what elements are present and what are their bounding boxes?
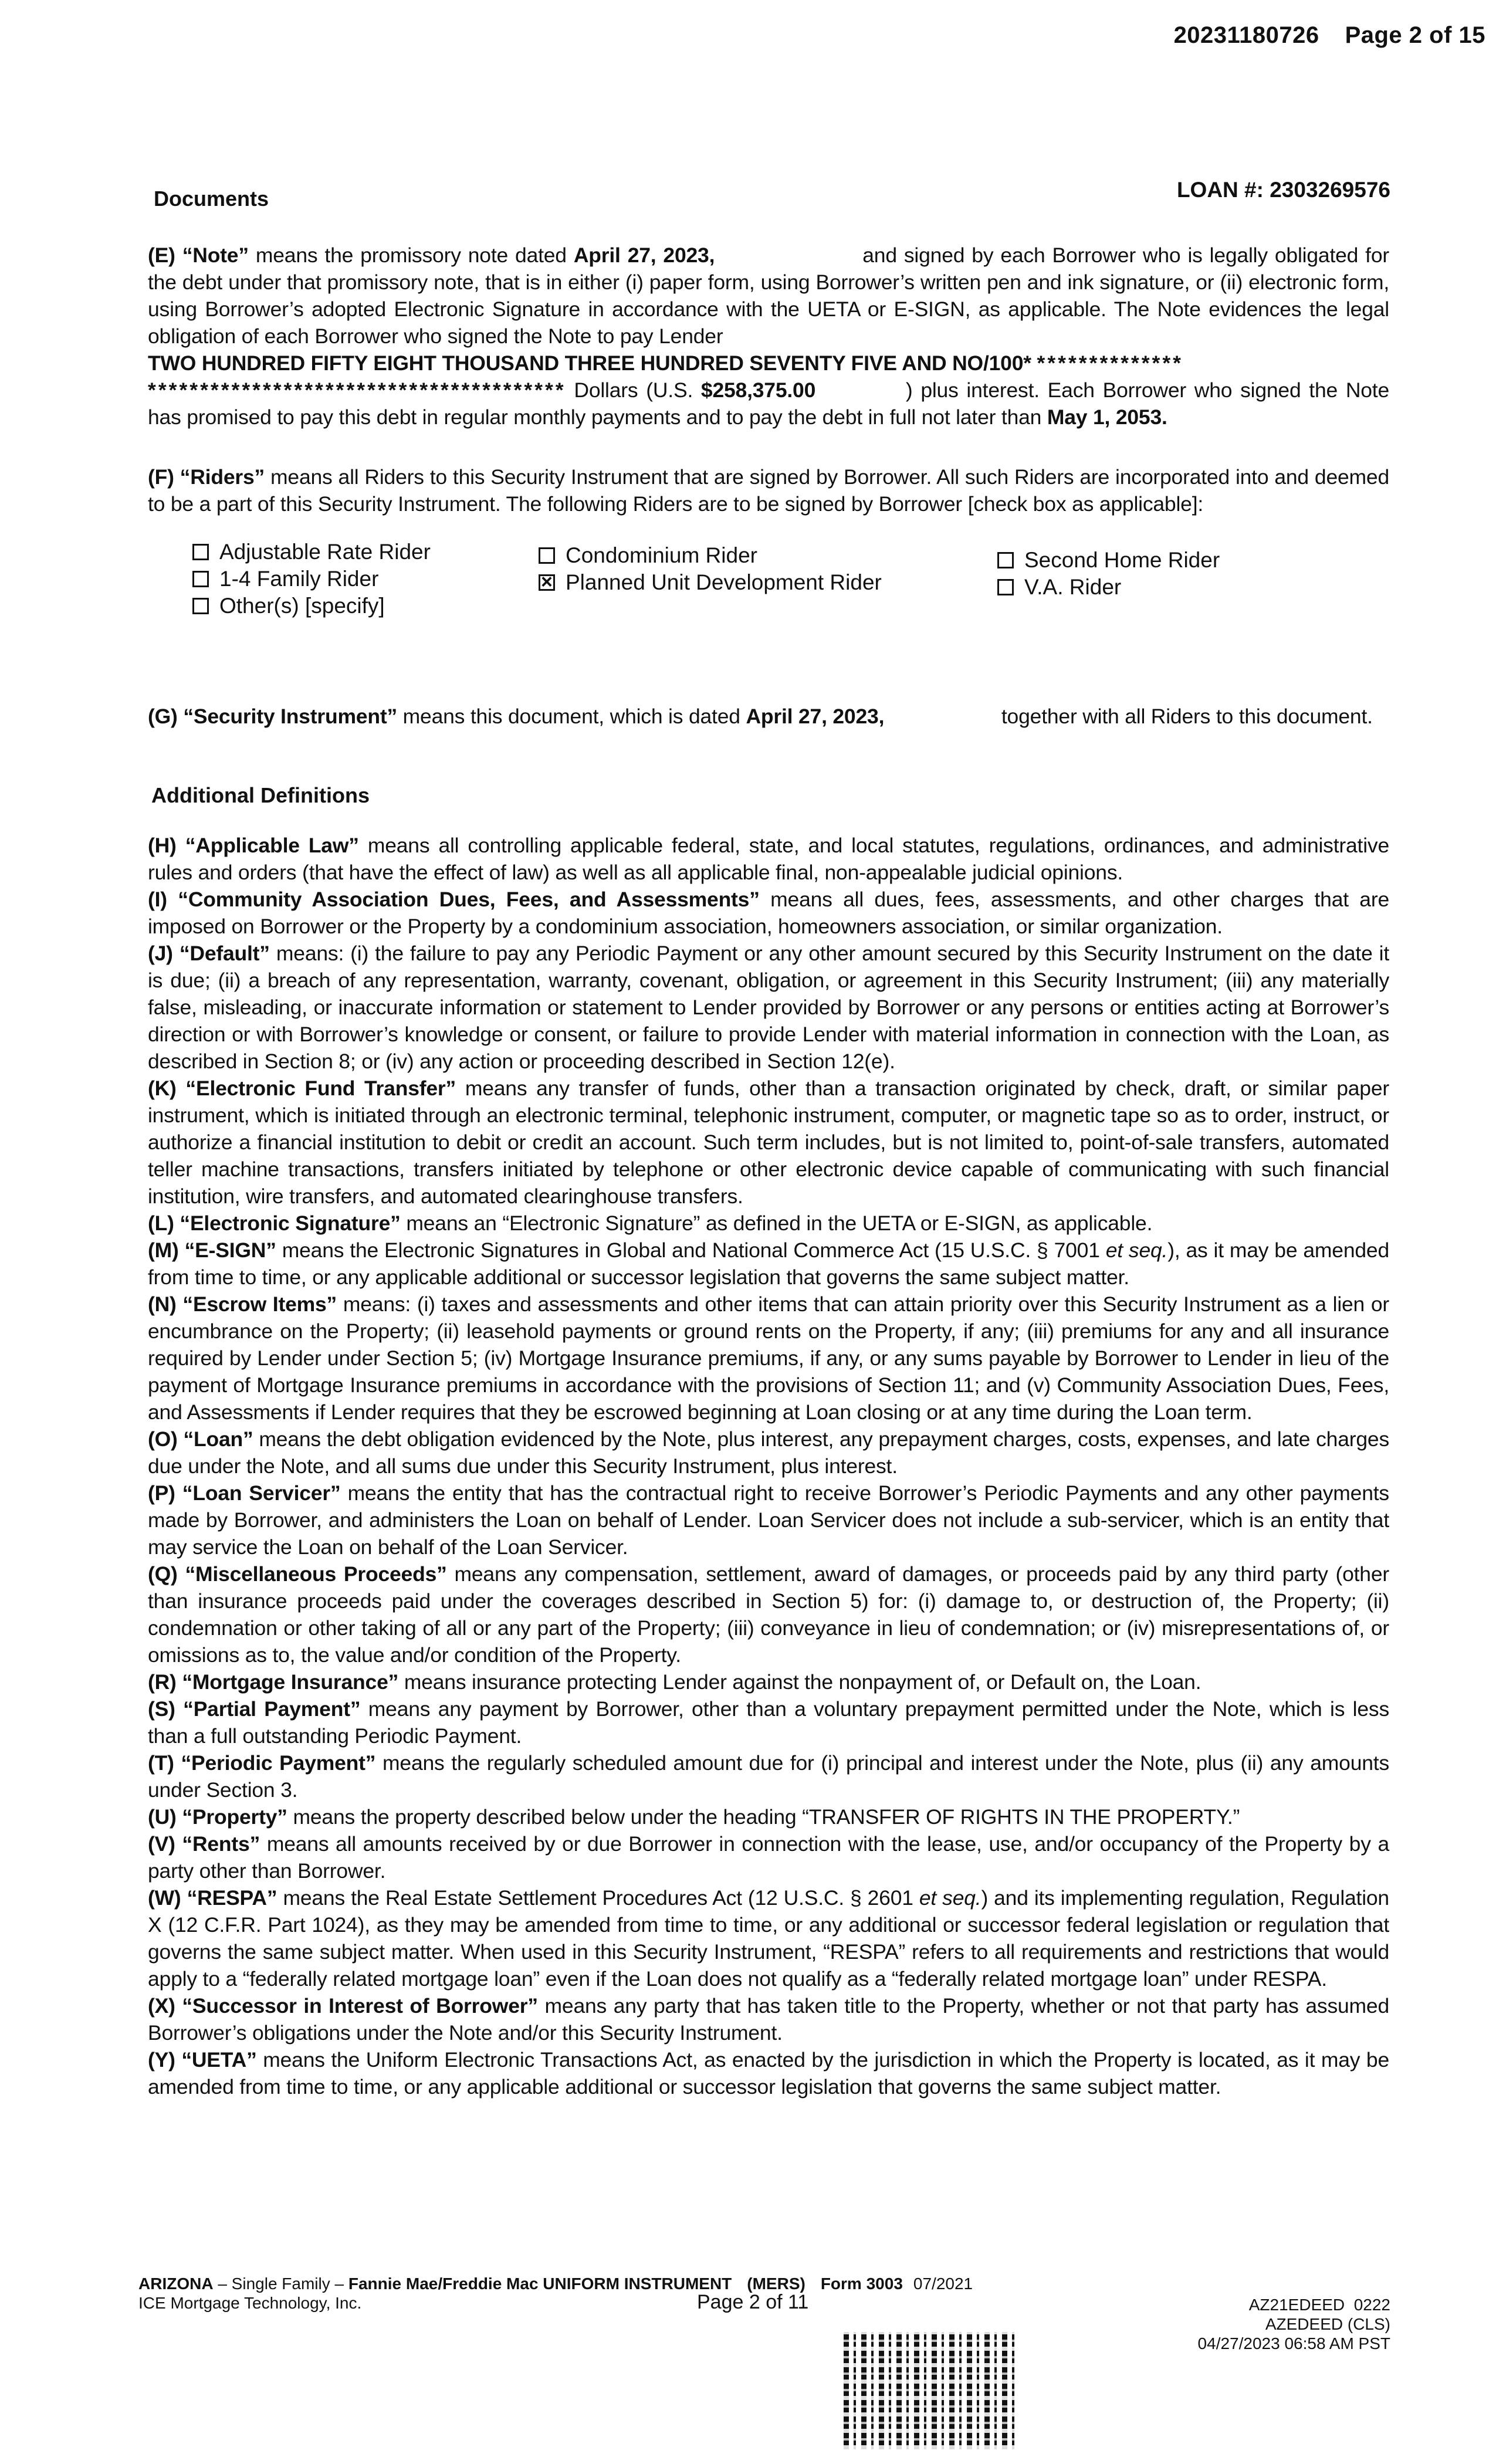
definition-electronic-signature <box>148 1210 1389 1237</box>
def-text: means all dues, fees, assessments, and other charges that are imposed on Borrower or the Property by a condominium association, homeowners association, or similar organization. <box>148 888 1389 938</box>
recording-header <box>1174 22 1485 49</box>
loan-amount: $258,375.00 <box>700 378 816 402</box>
definition-default <box>148 940 1389 1075</box>
def-text: ) plus interest. Each Borrower who signed the Note has promised to pay this debt in regular monthly payments and to pay the debt in full not later than <box>148 378 1390 429</box>
def-label: (J) “Default” <box>148 942 270 965</box>
def-label: (H) “Applicable Law” <box>148 834 359 857</box>
def-text: ), as it may be amended from time to time, or any applicable additional or successor legislation that governs the same subject matter. <box>148 1238 1389 1289</box>
rider-checkbox-group-3 <box>997 547 1220 601</box>
definition-successor-in-interest <box>148 1992 1389 2046</box>
definition-ueta <box>148 2046 1389 2100</box>
def-text: means the Uniform Electronic Transactions Act, as enacted by the jurisdiction in which the Property is located, as it may be amended from time to time, or any applicable additional or successor legislation that governs the same subject matter. <box>148 2048 1390 2099</box>
def-text-italic: et seq. <box>1105 1238 1168 1262</box>
def-label: (X) “Successor in Interest of Borrower” <box>148 1994 538 2018</box>
checkbox[interactable] <box>192 598 209 614</box>
def-text: means any payment by Borrower, other than a voluntary prepayment permitted under the Note, which is less than a full outstanding Periodic Payment. <box>148 1697 1390 1748</box>
footer-codes <box>1198 2295 1390 2353</box>
fill-stars: ************** <box>1037 351 1183 375</box>
def-label: (R) “Mortgage Insurance” <box>148 1670 399 1694</box>
definition-mortgage-insurance <box>148 1668 1389 1695</box>
definition-riders <box>148 463 1389 517</box>
def-text: means the regularly scheduled amount due for (i) principal and interest under the Note, plus (ii) any amounts under Section 3. <box>148 1751 1389 1802</box>
def-label: (Y) “UETA” <box>148 2048 257 2072</box>
fill-stars: **************************************** <box>148 378 566 402</box>
definition-loan <box>148 1426 1389 1480</box>
rider-checkbox-group-2 <box>539 542 882 596</box>
definition-applicable-law <box>148 832 1389 886</box>
maturity-date: May 1, 2053. <box>1047 405 1167 429</box>
rider-label: Second Home Rider <box>1024 548 1220 572</box>
footer-page-number: Page 2 of 11 <box>697 2291 809 2313</box>
def-label: (G) “Security Instrument” <box>148 705 398 728</box>
footer-state: ARIZONA <box>138 2275 214 2293</box>
def-label: (F) “Riders” <box>148 465 265 489</box>
def-text: means the Real Estate Settlement Procedures Act (12 U.S.C. § 2601 <box>277 1886 919 1910</box>
footer-vendor: ICE Mortgage Technology, Inc. <box>138 2294 362 2312</box>
definition-respa <box>148 1884 1389 1992</box>
def-text: means the entity that has the contractual right to receive Borrower’s Periodic Payments and any other payments made by Borrower, and administers the Loan on behalf of Lender. Loan Servicer does not include a sub-servicer, which is an entity that may service the Loan on behalf of the Loan Servicer. <box>148 1481 1389 1559</box>
definition-miscellaneous-proceeds <box>148 1561 1389 1668</box>
def-text: means all Riders to this Security Instrument that are signed by Borrower. All such Riders are incorporated into and deemed to be a part of this Security Instrument. The following Riders are to be signed by Borrower [check box as applicable]: <box>148 465 1390 516</box>
def-text: means the property described below under the heading “TRANSFER OF RIGHTS IN THE PROPERTY.” <box>287 1805 1240 1829</box>
section-title-documents: Documents <box>154 187 269 211</box>
footer-form-info <box>138 2274 973 2313</box>
header-page-number: Page 2 of 15 <box>1345 22 1485 48</box>
checked-checkbox[interactable] <box>539 574 555 591</box>
footer-code: AZEDEED (CLS) <box>1265 2315 1390 2333</box>
rider-label: Planned Unit Development Rider <box>566 570 882 594</box>
rider-label: Adjustable Rate Rider <box>219 540 431 564</box>
def-text: means an “Electronic Signature” as defined in the UETA or E-SIGN, as applicable. <box>400 1211 1153 1235</box>
def-label: (N) “Escrow Items” <box>148 1292 337 1316</box>
rider-checkbox-group-1 <box>192 539 431 620</box>
def-label: (O) “Loan” <box>148 1427 253 1451</box>
def-label: (Q) “Miscellaneous Proceeds” <box>148 1562 447 1586</box>
checkbox[interactable] <box>539 547 555 564</box>
footer-form-name: Fannie Mae/Freddie Mac UNIFORM INSTRUMENT <box>348 2275 732 2293</box>
definition-rents <box>148 1830 1389 1884</box>
checkbox[interactable] <box>997 552 1014 568</box>
definition-note <box>148 242 1389 431</box>
def-label: (M) “E-SIGN” <box>148 1238 276 1262</box>
section-title-additional-definitions: Additional Definitions <box>151 783 370 807</box>
def-label: (S) “Partial Payment” <box>148 1697 361 1721</box>
def-text: together with all Riders to this document. <box>996 705 1373 728</box>
def-label: (U) “Property” <box>148 1805 287 1829</box>
security-instrument-date: April 27, 2023, <box>746 705 885 728</box>
footer-mers: (MERS) <box>747 2275 805 2293</box>
def-label: (P) “Loan Servicer” <box>148 1481 341 1505</box>
def-text: means all controlling applicable federal, state, and local statutes, regulations, ordinances, and administrative rules and orders (that have the effect of law) as well as all applicable final, non-appealable judicial opinions. <box>148 834 1389 884</box>
definition-partial-payment <box>148 1695 1389 1749</box>
def-text: means the debt obligation evidenced by the Note, plus interest, any prepayment charges, costs, expenses, and late charges due under the Note, and all sums due under this Security Instrument, plus interest. <box>148 1427 1389 1478</box>
checkbox[interactable] <box>997 579 1014 595</box>
note-date: April 27, 2023, <box>573 243 715 267</box>
def-text: means the Electronic Signatures in Global and National Commerce Act (15 U.S.C. § 7001 <box>276 1238 1106 1262</box>
definition-loan-servicer <box>148 1480 1389 1561</box>
def-text: means this document, which is dated <box>397 705 746 728</box>
footer-code: AZ21EDEED 0222 <box>1248 2296 1390 2314</box>
document-number: 20231180726 <box>1173 22 1319 48</box>
definition-electronic-fund-transfer <box>148 1075 1389 1210</box>
def-text: means any party that has taken title to the Property, whether or not that party has assumed Borrower’s obligations under the Note and/or this Security Instrument. <box>148 1994 1389 2045</box>
barcode-image <box>844 2332 1020 2449</box>
def-text: means any compensation, settlement, award of damages, or proceeds paid by any third party (other than insurance proceeds paid under the coverages described in Section 5) for: (i) damage to, or destruction of, the Property; (ii) condemnation or other taking of all or any part of the Property; (iii) conveyance in lieu of condemnation; or (iv) misrepresentations of, or omissions as to, the value and/or condition of the Property. <box>148 1562 1389 1667</box>
checkbox[interactable] <box>192 571 209 587</box>
definition-escrow-items <box>148 1291 1389 1426</box>
rider-label: V.A. Rider <box>1024 575 1122 599</box>
def-text: means: (i) the failure to pay any Periodic Payment or any other amount secured by this Security Instrument on the date it is due; (ii) a breach of any representation, warranty, covenant, obligation, or agreement in this Security Instrument; (iii) any materially false, misleading, or inaccurate information or statement to Lender provided by Borrower or any persons or entities acting at Borrower’s direction or with Borrower’s knowledge or consent, or failure to provide Lender with material information in connection with the Loan, as described in Section 8; or (iv) any action or proceeding described in Section 12(e). <box>148 942 1390 1073</box>
def-label: (I) “Community Association Dues, Fees, and Assessments” <box>148 888 760 911</box>
def-label: (L) “Electronic Signature” <box>148 1211 401 1235</box>
definition-property <box>148 1803 1389 1830</box>
definition-security-instrument <box>148 703 1389 730</box>
footer-form-number: Form 3003 <box>820 2275 903 2293</box>
loan-number: LOAN #: 2303269576 <box>1176 178 1390 202</box>
additional-definitions-list <box>148 832 1389 2100</box>
def-label: (W) “RESPA” <box>148 1886 277 1910</box>
definition-e-sign <box>148 1237 1389 1291</box>
definition-community-association-dues <box>148 886 1389 940</box>
def-text-italic: et seq. <box>919 1886 981 1910</box>
loan-amount-words: TWO HUNDRED FIFTY EIGHT THOUSAND THREE HUNDRED SEVENTY FIVE AND NO/100* <box>148 351 1031 375</box>
def-text: means all amounts received by or due Borrower in connection with the lease, use, and/or occupancy of the Property by a party other than Borrower. <box>148 1832 1389 1883</box>
definition-periodic-payment <box>148 1749 1389 1803</box>
footer-text: – Single Family – <box>213 2275 348 2293</box>
def-label: (E) “Note” <box>148 243 249 267</box>
rider-label: Condominium Rider <box>566 543 757 567</box>
rider-label: Other(s) [specify] <box>219 594 385 618</box>
def-text: ) and its implementing regulation, Regulation X (12 C.F.R. Part 1024), as they may be amended from time to time, or any additional or successor federal legislation or regulation that governs the same subject matter. When used in this Security Instrument, “RESPA” refers to all requirements and restrictions that would apply to a “federally related mortgage loan” even if the Loan does not qualify as a “federally related mortgage loan” under RESPA. <box>148 1886 1389 1991</box>
def-text: means insurance protecting Lender against the nonpayment of, or Default on, the Loan. <box>398 1670 1201 1694</box>
def-label: (K) “Electronic Fund Transfer” <box>148 1077 456 1100</box>
checkbox[interactable] <box>192 544 209 560</box>
def-text: means any transfer of funds, other than a transaction originated by check, draft, or similar paper instrument, which is initiated through an electronic terminal, telephonic instrument, computer, or magnetic tape so as to order, instruct, or authorize a financial institution to debit or credit an account. Such term includes, but is not limited to, point-of-sale transfers, automated teller machine transactions, transfers initiated by telephone or other electronic device capable of communicating with such financial institution, wire transfers, and automated clearinghouse transfers. <box>148 1077 1389 1208</box>
footer-form-date: 07/2021 <box>913 2275 973 2293</box>
footer-timestamp: 04/27/2023 06:58 AM PST <box>1197 2334 1390 2353</box>
def-text: means: (i) taxes and assessments and other items that can attain priority over this Security Instrument as a lien or encumbrance on the Property; (ii) leasehold payments or ground rents on the Property, if any; (iii) premiums for any and all insurance required by Lender under Section 5; (iv) Mortgage Insurance premiums, if any, or any sums payable by Borrower to Lender in lieu of the payment of Mortgage Insurance premiums in accordance with the provisions of Section 11; and (v) Community Association Dues, Fees, and Assessments if Lender requires that they be escrowed beginning at Loan closing or at any time during the Loan term. <box>148 1292 1390 1424</box>
rider-label: 1-4 Family Rider <box>219 567 379 591</box>
def-text: means the promissory note dated <box>248 243 574 267</box>
def-label: (T) “Periodic Payment” <box>148 1751 376 1775</box>
def-text: Dollars (U.S. <box>566 378 701 402</box>
def-label: (V) “Rents” <box>148 1832 260 1856</box>
def-text: and signed by each Borrower who is legally obligated for the debt under that promissory note, that is in either (i) paper form, using Borrower’s written pen and ink signature, or (ii) electronic form, using Borrower’s adopted Electronic Signature in accordance with the UETA or E-SIGN, as applicable. The Note evidences the legal obligation of each Borrower who signed the Note to pay Lender <box>148 243 1390 348</box>
